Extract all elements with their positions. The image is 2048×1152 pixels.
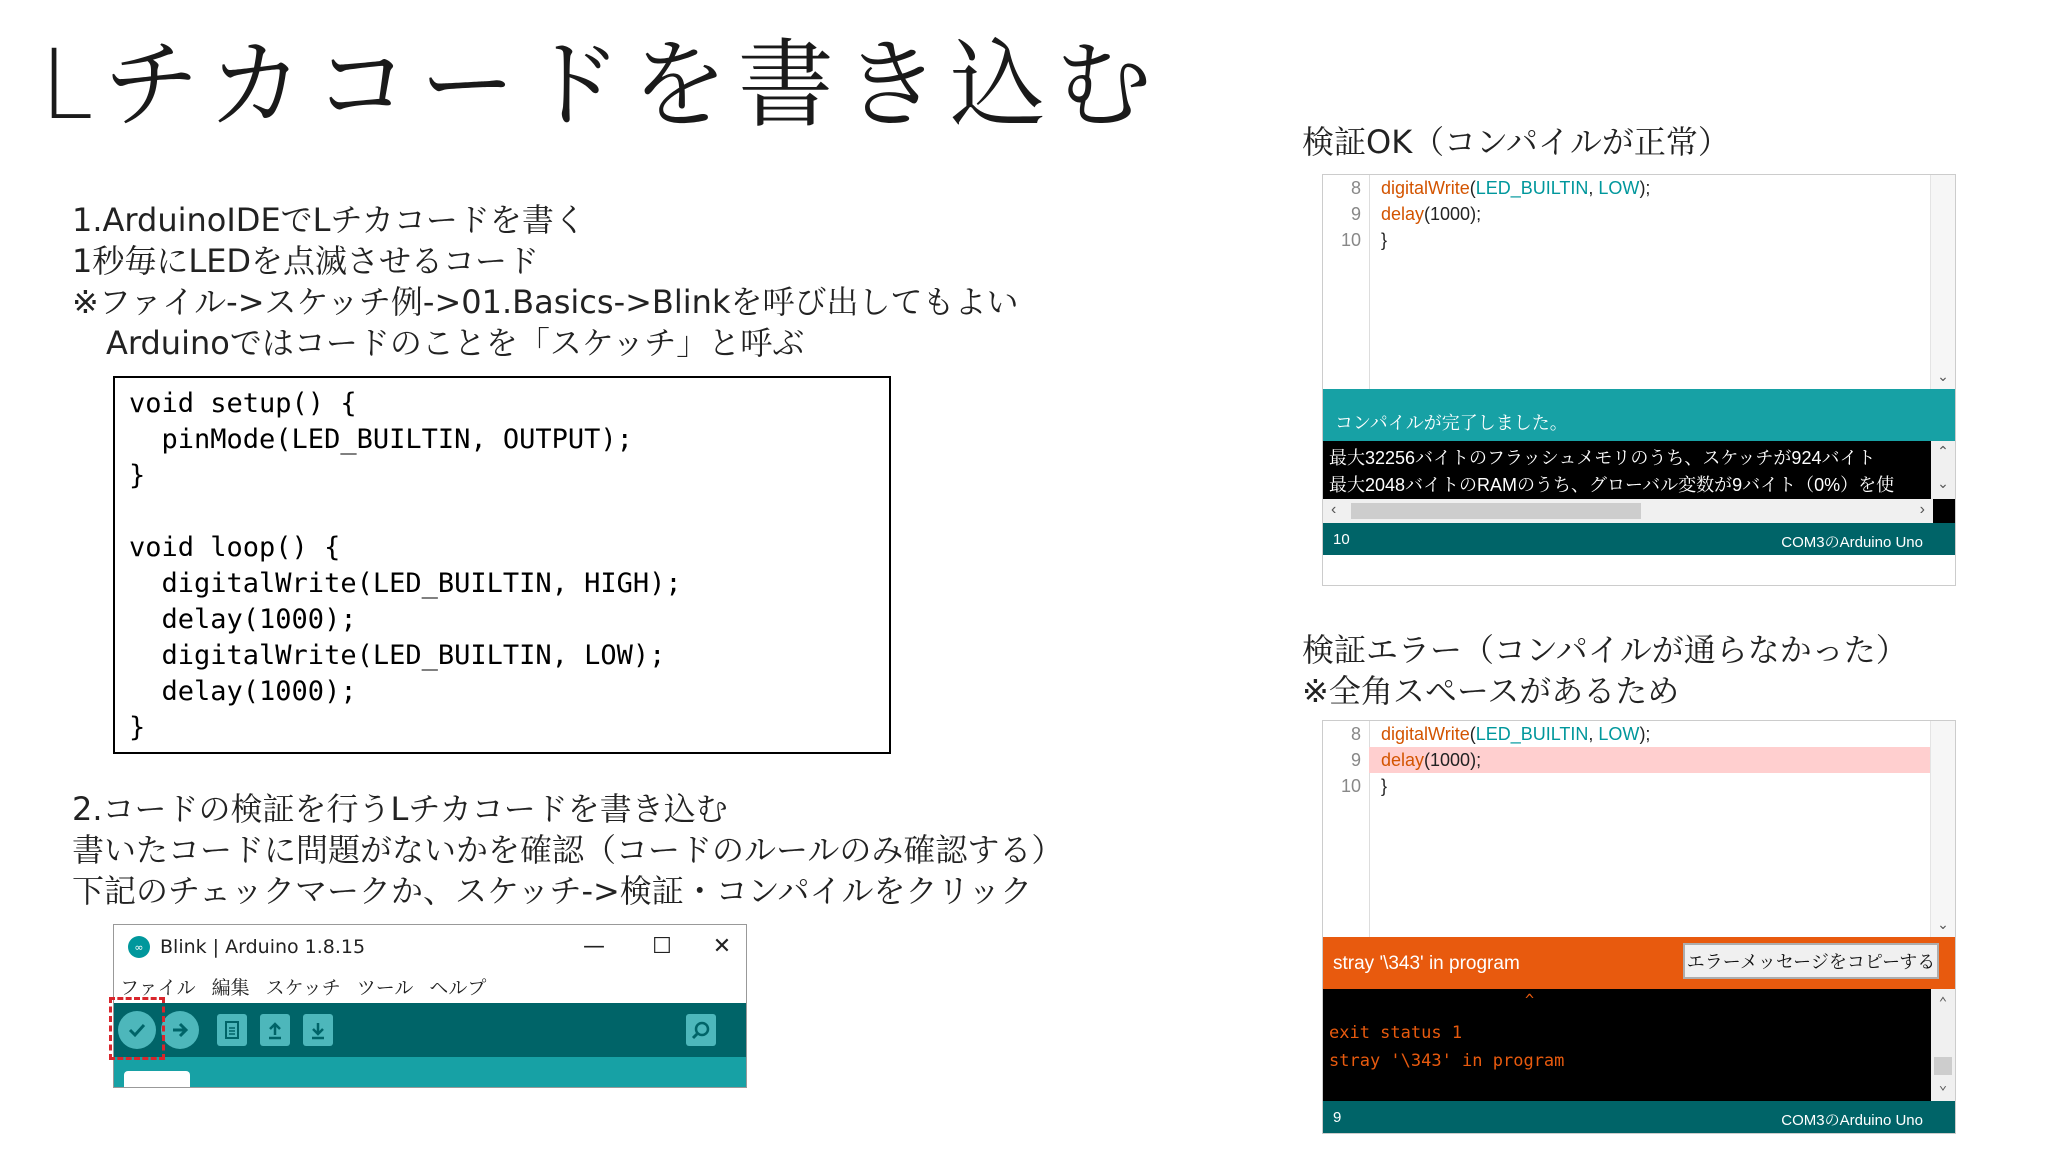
code-line: digitalWrite(LED_BUILTIN, LOW); — [129, 640, 666, 671]
code-line: } — [129, 460, 146, 491]
code-token: (1000); — [1424, 204, 1482, 224]
copy-error-button[interactable]: エラーメッセージをコピーする — [1683, 943, 1939, 979]
chevron-down-icon[interactable]: ⌄ — [1937, 475, 1949, 491]
editor-scrollbar[interactable] — [1930, 721, 1955, 937]
code-line: void setup() { — [129, 388, 357, 419]
step1-line: 1.ArduinoIDEでLチカコードを書く — [72, 201, 586, 239]
editor-line — [1323, 773, 1933, 799]
line-number: 8 — [1350, 178, 1361, 198]
menu-tools[interactable]: ツール — [356, 976, 414, 999]
arrow-up-icon — [266, 1020, 284, 1040]
code-token: ); — [1639, 724, 1651, 744]
compile-ok-panel — [1322, 174, 1956, 586]
line-number: 9 — [1350, 204, 1361, 224]
console-scrollbar[interactable] — [1931, 441, 1955, 499]
window-title: Blink | Arduino 1.8.15 — [160, 936, 366, 958]
arduino-logo-icon: ∞ — [128, 936, 150, 958]
editor-line — [1323, 201, 1933, 227]
editor-line — [1323, 227, 1933, 253]
code-line: delay(1000); — [129, 604, 357, 635]
close-button[interactable]: ✕ — [712, 933, 732, 959]
chevron-right-icon[interactable]: › — [1919, 501, 1925, 518]
panel-err-heading-line: 検証エラー（コンパイルが通らなかった） — [1302, 631, 1908, 669]
console-output — [1323, 441, 1955, 523]
panel-err-heading — [1302, 630, 1908, 712]
ide-titlebar — [114, 925, 746, 969]
line-indicator: 9 — [1333, 1109, 1342, 1126]
console-line: 最大32256バイトのフラッシュメモリのうち、スケッチが924バイト — [1329, 448, 1876, 468]
new-sketch-button[interactable] — [217, 1014, 247, 1046]
line-number: 10 — [1340, 776, 1361, 796]
board-port-label: COM3のArduino Uno — [1781, 1112, 1923, 1129]
constant-token: LED_BUILTIN — [1475, 724, 1589, 744]
editor-line: 8 digitalWrite(LED_BUILTIN, LOW); — [1323, 721, 1933, 747]
step1-line: ※ファイル->スケッチ例->01.Basics->Blinkを呼び出してもよい — [72, 283, 1019, 321]
ide-toolbar — [114, 1003, 746, 1057]
step2-line: 下記のチェックマークか、スケッチ->検証・コンパイルをクリック — [72, 872, 1033, 910]
chevron-down-icon[interactable]: ⌄ — [1937, 916, 1949, 932]
step2-instructions — [72, 789, 1063, 912]
save-sketch-button[interactable] — [303, 1014, 333, 1046]
constant-token: LED_BUILTIN — [1475, 178, 1589, 198]
error-message: stray '\343' in program — [1333, 953, 1520, 974]
sketch-tab[interactable] — [124, 1071, 190, 1088]
verify-button-highlight — [109, 997, 165, 1060]
chevron-up-icon[interactable]: ⌃ — [1938, 995, 1948, 1011]
arrow-down-icon — [309, 1020, 327, 1040]
footer-bar — [1323, 523, 1955, 555]
function-token: delay — [1381, 204, 1425, 224]
code-token: (1000); — [1424, 750, 1482, 770]
line-number: 9 — [1350, 750, 1361, 770]
error-highlight-line — [1350, 747, 1933, 773]
panel-ok-heading: 検証OK（コンパイルが正常） — [1302, 123, 1730, 161]
console-line: 最大2048バイトのRAMのうち、グローバル変数が9バイト（0%）を使 — [1329, 475, 1895, 495]
minimize-button[interactable]: — — [583, 933, 605, 959]
serial-monitor-button[interactable] — [686, 1014, 716, 1046]
editor-line: 8 digitalWrite(LED_BUILTIN, LOW); — [1323, 175, 1933, 201]
console-scrollbar[interactable] — [1931, 989, 1955, 1101]
magnifier-icon — [690, 1019, 712, 1041]
maximize-button[interactable]: ☐ — [652, 933, 672, 959]
scroll-thumb[interactable] — [1934, 1057, 1952, 1075]
chevron-down-icon[interactable]: ⌄ — [1938, 1077, 1948, 1093]
line-number: 10 — [1340, 230, 1361, 250]
step1-line: Arduinoではコードのことを「スケッチ」と呼ぶ — [106, 324, 805, 362]
arduino-ide-window — [113, 924, 747, 1088]
code-sample-box — [113, 376, 891, 754]
step2-line: 2.コードの検証を行うLチカコードを書き込む — [72, 790, 728, 828]
code-line: delay(1000); — [129, 676, 357, 707]
function-token: digitalWrite — [1381, 724, 1470, 744]
chevron-left-icon[interactable]: ‹ — [1331, 501, 1337, 518]
menu-edit[interactable]: 編集 — [211, 976, 250, 999]
constant-token: LOW — [1598, 724, 1640, 744]
menu-file[interactable]: ファイル — [120, 976, 196, 999]
code-editor[interactable] — [1323, 721, 1955, 937]
chevron-down-icon[interactable]: ⌄ — [1937, 368, 1949, 384]
function-token: digitalWrite — [1381, 178, 1470, 198]
menu-sketch[interactable]: スケッチ — [265, 976, 341, 999]
code-editor[interactable] — [1323, 175, 1955, 389]
code-token: } — [1381, 230, 1388, 250]
step1-line: 1秒毎にLEDを点滅させるコード — [72, 242, 540, 280]
function-token: delay — [1381, 750, 1425, 770]
code-line: } — [129, 712, 146, 743]
console-output — [1323, 989, 1955, 1101]
menu-help[interactable]: ヘルプ — [429, 976, 487, 999]
code-token: } — [1381, 776, 1388, 796]
step2-line: 書いたコードに問題がないかを確認（コードのルールのみ確認する） — [72, 831, 1064, 869]
status-bar: コンパイルが完了しました。 — [1323, 389, 1955, 441]
upload-button[interactable] — [161, 1011, 199, 1049]
code-line — [129, 494, 875, 530]
ide-tabbar — [114, 1057, 746, 1088]
code-line: digitalWrite(LED_BUILTIN, HIGH); — [129, 568, 682, 599]
ide-menubar — [114, 969, 746, 1003]
chevron-up-icon[interactable]: ⌃ — [1937, 443, 1949, 459]
footer-bar — [1323, 1101, 1955, 1133]
console-line: exit status 1 — [1329, 1023, 1463, 1043]
slide-title: Lチカコードを書き込む — [40, 29, 1162, 141]
code-line: pinMode(LED_BUILTIN, OUTPUT); — [129, 424, 633, 455]
error-status-bar — [1323, 937, 1955, 989]
panel-err-heading-line: ※全角スペースがあるため — [1302, 672, 1680, 710]
editor-scrollbar[interactable] — [1930, 175, 1955, 389]
compile-error-panel — [1322, 720, 1956, 1134]
code-token: ); — [1639, 178, 1651, 198]
constant-token: LOW — [1598, 178, 1640, 198]
console-hscrollbar[interactable] — [1323, 499, 1933, 523]
board-port-label: COM3のArduino Uno — [1781, 534, 1923, 551]
caret-marker: ^ — [1525, 991, 1535, 1009]
new-file-icon — [223, 1020, 241, 1040]
line-number: 8 — [1350, 724, 1361, 744]
scroll-thumb[interactable] — [1351, 503, 1641, 519]
line-indicator: 10 — [1333, 531, 1350, 548]
open-sketch-button[interactable] — [260, 1014, 290, 1046]
console-line: stray '\343' in program — [1329, 1051, 1565, 1071]
arrow-right-icon — [169, 1019, 191, 1041]
step1-instructions — [72, 200, 1018, 364]
code-line: void loop() { — [129, 532, 341, 563]
